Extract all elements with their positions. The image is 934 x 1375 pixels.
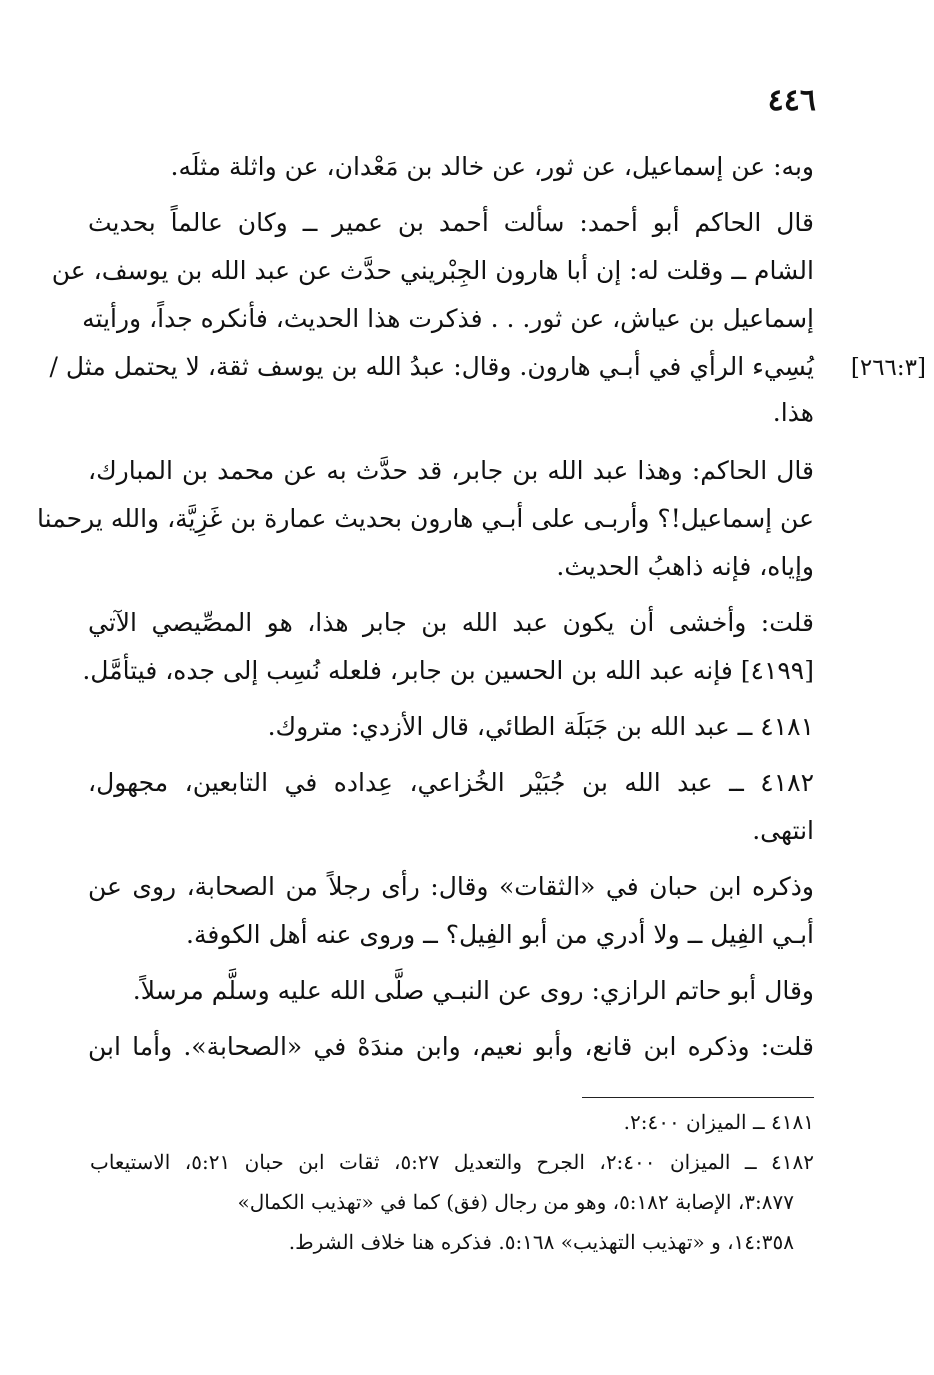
footnote-line: ٤١٨١ ــ الميزان ٢:٤٠٠. (623, 1110, 814, 1134)
text-line: أبـي الفِيل ــ ولا أدري من أبو الفِيل؟ ــ وروى عنه أهل الكوفة. (186, 920, 814, 949)
text-line: انتهى. (752, 816, 814, 845)
entry-heading-4182: ٤١٨٢ ــ عبد الله بن جُبَيْر الخُزاعي، عِداده في التابعين، مجهول، (88, 768, 814, 797)
footnote-line: ٤١٨٢ ــ الميزان ٢:٤٠٠، الجرح والتعديل ٥:٢٧، ثقات ابن حبان ٥:٢١، الاستيعاب (90, 1150, 814, 1174)
text-line: وذكره ابن حبان في «الثقات» وقال: رأى رجلاً من الصحابة، روى عن (88, 872, 814, 901)
footnote-line: ٣:٨٧٧، الإصابة ٥:١٨٢، وهو من رجال (فق) كما في «تهذيب الكمال» (237, 1190, 794, 1214)
text-line: وقال أبو حاتم الرازي: روى عن النبـي صلَّى الله عليه وسلَّم مرسلاً. (132, 976, 814, 1005)
entry-heading-4181: ٤١٨١ ــ عبد الله بن جَبَلَة الطائي، قال الأزدي: متروك. (267, 712, 814, 741)
footnote-divider (582, 1097, 814, 1098)
text-line: قال الحاكم أبو أحمد: سألت أحمد بن عمير ــ وكان عالماً بحديث (88, 208, 814, 237)
text-line: هذا. (772, 398, 814, 427)
footnote-line: ١٤:٣٥٨، و «تهذيب التهذيب» ٥:١٦٨. فذكره هنا خلاف الشرط. (288, 1230, 794, 1254)
text-line: يُسِيء الرأي في أبـي هارون. وقال: عبدُ الله بن يوسف ثقة، لا يحتمل مثل / (49, 352, 814, 381)
text-line: وإياه، فإنه ذاهبُ الحديث. (556, 552, 814, 581)
volume-page-reference: [٢٦٦:٣] (850, 355, 926, 381)
text-line: [٤١٩٩] فإنه عبد الله بن الحسين بن جابر، فلعله نُسِب إلى جده، فيتأمَّل. (82, 656, 814, 685)
text-line: قال الحاكم: وهذا عبد الله بن جابر، قد حدَّث به عن محمد بن المبارك، (88, 456, 814, 485)
text-line: وبه: عن إسماعيل، عن ثور، عن خالد بن مَعْدان، عن واثلة مثلَه. (170, 152, 814, 181)
text-line: قلت: وذكره ابن قانع، وأبو نعيم، وابن مندَهْ في «الصحابة». وأما ابن (88, 1032, 814, 1061)
text-line: الشام ــ وقلت له: إن أبا هارون الجِبْريني حدَّث عن عبد الله بن يوسف، عن (51, 256, 814, 285)
text-line: عن إسماعيل!؟ وأربـى على أبـي هارون بحديث عمارة بن غَزِيَّة، والله يرحمنا (37, 504, 814, 533)
page-number: ٤٤٦ (767, 83, 816, 118)
text-line: قلت: وأخشى أن يكون عبد الله بن جابر هذا، هو المصِّيصي الآتي (88, 608, 814, 637)
text-line: إسماعيل بن عياش، عن ثور. . . فذكرت هذا الحديث، فأنكره جداً، ورأيته (82, 304, 814, 333)
